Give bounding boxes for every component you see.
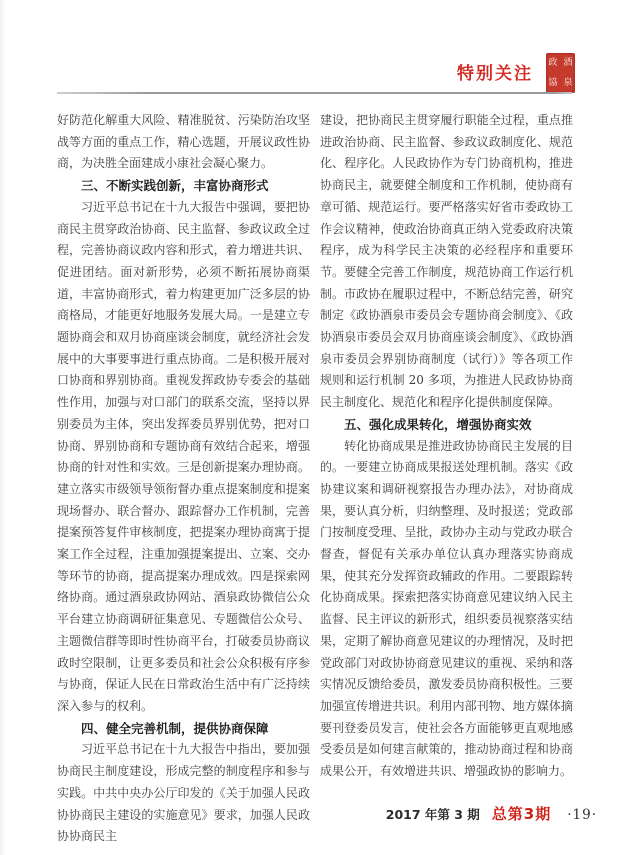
paragraph-continuation: 好防范化解重大风险、精准脱贫、污染防治攻坚战等方面的重点工作，精心选题，开展议政性协商，为决胜全面建成小康社会凝心聚力。 [57,113,310,171]
left-column [57,110,310,848]
seal-char: 政 [548,57,558,68]
seal-char: 泉 [563,77,573,88]
heading-section-three: 三、不断实践创新，丰富协商形式 [81,178,269,194]
issue-date-label: 2017 年第 3 期 [385,807,480,822]
section-title: 特别关注 [457,64,533,84]
seal-char: 協 [548,77,558,88]
issue-logo: 总第3期 [491,805,552,823]
journal-seal-stamp [546,53,575,93]
heading-section-four: 四、健全完善机制，提供协商保障 [81,720,269,736]
right-column [320,110,573,848]
page-footer [386,803,597,824]
paragraph-section-four: 习近平总书记在十九大报告中指出，要加强协商民主制度建设，形成完整的制度程序和参与实践。中共中央办公厅印发的《关于加强人民政协协商民主建设的实施意见》要求，加强人民政协协商民主 [57,742,310,844]
header-divider-rule [57,92,572,94]
heading-section-five: 五、强化成果转化，增强协商实效 [344,416,532,432]
page-edge-shadow [0,0,6,855]
article-body [57,110,573,848]
seal-char: 酒 [563,57,573,68]
paragraph-section-five: 转化协商成果是推进政协协商民主发展的目的。一要建立协商成果报送处理机制。落实《政协建议案和调研视察报告办理办法》，对协商成果，要认真分析，归纳整理、及时报送；党政部门按制度受理、呈批，政协办主动与党政办联合督查，督促有关承办单位认真办理落实协商成果，使其充分发挥资政辅政的作用。二要跟踪转化协商成果。探索把落实协商意见建议纳入民主监督、民主评议的新形式，组织委员视察落实结果，定期了解协商意见建议的办理情况，及时把党政部门对政协协商意见建议的重视、采纳和落实情况反馈给委员，激发委员协商积极性。三要加强宣传增进共识。利用内部刊物、地方媒体摘要刊登委员发言，使社会各方面能够更直观地感受委员是如何建言献策的，推动协商过程和协商成果公开，有效增进共识、增强政协的影响力。 [320,438,573,779]
paragraph-continuation: 建设，把协商民主贯穿履行职能全过程，重点推进政治协商、民主监督、参政议政制度化、规范化、程序化。人民政协作为专门协商机构，推进协商民主，就要健全制度和工作机制，使协商有章可循、规范运行。要严格落实好省市委政协工作会议精神，使政治协商真正纳入党委政府决策程序，成为科学民主决策的必经程序和重要环节。要健全完善工作制度，规范协商工作运行机制。市政协在履职过程中，不断总结完善，研究制定《政协酒泉市委员会专题协商会制度》、《政协酒泉市委员会双月协商座谈会制度》、《政协酒泉市委员会界别协商制度（试行）》等各项工作规则和运行机制 20 多项，为推进人民政协协商民主制度化、规范化和程序化提供制度保障。 [320,113,573,410]
paragraph-section-three: 习近平总书记在十九大报告中强调，要把协商民主贯穿政治协商、民主监督、参政议政全过程，完善协商议政内容和形式，着力增进共识、促进团结。面对新形势，必须不断拓展协商渠道，丰富协商形式，着力构建更加广泛多层的协商格局，才能更好地服务发展大局。一是建立专题协商会和双月协商座谈会制度，就经济社会发展中的大事要事进行重点协商。二是积极开展对口协商和界别协商。重视发挥政协专委会的基础性作用，加强与对口部门的联系交流，坚持以界别委员为主体，突出发挥委员界别优势，把对口协商、界别协商和专题协商有效结合起来，增强协商的针对性和实效。三是创新提案办理协商。建立落实市级领导领衔督办重点提案制度和提案现场督办、联合督办、跟踪督办工作机制，完善提案预答复件审核制度，把提案办理协商寓于提案工作全过程，注重加强提案提出、立案、交办等环节的协商，提高提案办理成效。四是探索网络协商。通过酒泉政协网站、酒泉政协微信公众平台建立协商调研征集意见、专题微信公众号、主题微信群等即时性协商平台，打破委员协商议政时空限制，让更多委员和社会公众积极有序参与协商，保证人民在日常政治生活中有广泛持续深入参与的权利。 [57,199,310,713]
page-number: ·19· [567,807,597,823]
